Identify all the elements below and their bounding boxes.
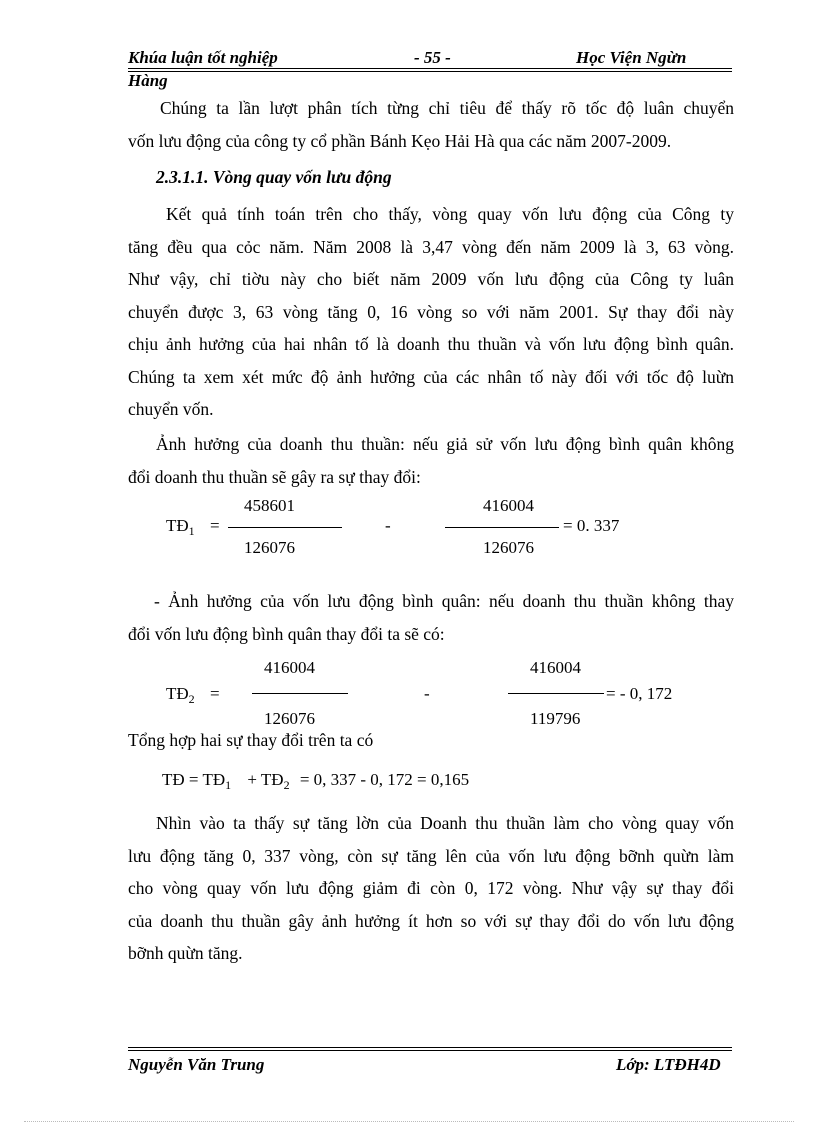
header-right-continued: Hàng: [128, 71, 168, 90]
formula-1-equals: =: [210, 516, 220, 535]
formula-1-result: = 0. 337: [563, 516, 620, 535]
paragraph-line: Nhìn vào ta thấy sự tăng lờn của Doanh thu thuần làm cho vòng quay vốn: [156, 813, 734, 833]
footer-left: Nguyễn Văn Trung: [128, 1055, 265, 1074]
page-number: - 55 -: [414, 48, 451, 67]
paragraph-line: tăng đều qua cỏc năm. Năm 2008 là 3,47 vòng đến năm 2009 là 3, 63 vòng.: [128, 236, 734, 257]
paragraph-line: chuyển được 3, 63 vòng tăng 0, 16 vòng so với năm 2001. Sự thay đổi này: [128, 301, 734, 322]
paragraph-line: bỡnh quừn tăng.: [128, 943, 243, 963]
paragraph-line: cho vòng quay vốn lưu động giảm đi còn 0, 172 vòng. Như vậy sự thay đổi: [128, 878, 734, 898]
formula-2-denominator-2: 119796: [530, 709, 581, 728]
paragraph-line: Ảnh hưởng của doanh thu thuần: nếu giả sử vốn lưu động bình quân không: [156, 434, 734, 454]
section-heading: 2.3.1.1. Vòng quay vốn lưu động: [156, 167, 392, 187]
formula-2-result: = - 0, 172: [606, 684, 673, 703]
formula-3: TĐ = $TĐ_1$ + $TĐ_2 = 0$, 337 - 0, 172 = 0,165: [162, 770, 470, 792]
formula-2-minus: -: [424, 684, 430, 703]
page-edge-divider: [24, 1121, 794, 1122]
paragraph-line: chịu ảnh hưởng của hai nhân tố là doanh thu thuần và vốn lưu động bình quân.: [128, 334, 734, 354]
formula-2-equals: =: [210, 684, 220, 703]
fraction-bar: [445, 527, 559, 528]
formula-2-label: $TĐ_2$: [166, 684, 195, 706]
paragraph-line: Như vậy, chỉ tiờu này cho biết năm 2009 vốn lưu động của Công ty luân: [128, 269, 734, 289]
paragraph-4: [128, 807, 734, 970]
header-rule-top: [128, 68, 732, 69]
formula-1-numerator-1: 458601: [244, 496, 295, 515]
formula-2-denominator-1: 126076: [264, 709, 315, 728]
footer-rule-top: [128, 1047, 732, 1048]
formula-1-numerator-2: 416004: [483, 496, 534, 515]
fraction-bar: [228, 527, 342, 528]
paragraph-line: Chúng ta xem xét mức độ ảnh hưởng của các nhân tố này đối với tốc độ luừn: [128, 366, 734, 387]
fraction-bar: [508, 693, 604, 694]
formula-2-numerator-2: 416004: [530, 658, 581, 677]
paragraph-line: - Ảnh hưởng của vốn lưu động bình quân: nếu doanh thu thuần không thay: [154, 591, 734, 611]
formula-1-minus: -: [385, 516, 391, 535]
paragraph-line: lưu động tăng 0, 337 vòng, còn sự tăng lên của vốn lưu động bỡnh quừn làm: [128, 845, 734, 866]
intro-paragraph: [128, 92, 734, 157]
summary-line: Tổng hợp hai sự thay đổi trên ta có: [128, 730, 374, 750]
formula-1-denominator-2: 126076: [483, 538, 534, 557]
intro-line: vốn lưu động của công ty cổ phần Bánh Kẹo Hải Hà qua các năm 2007-2009.: [128, 130, 672, 151]
header-right: Học Viện Ngừn: [576, 48, 687, 67]
fraction-bar: [252, 693, 348, 694]
paragraph-line: Kết quả tính toán trên cho thấy, vòng quay vốn lưu động của Công ty: [166, 204, 734, 224]
intro-line: Chúng ta lần lượt phân tích từng chỉ tiêu để thấy rõ tốc độ luân chuyển: [160, 98, 734, 118]
paragraph-line: đổi vốn lưu động bình quân thay đổi ta sẽ có:: [128, 623, 445, 644]
paragraph-line: đổi doanh thu thuần sẽ gây ra sự thay đổi:: [128, 466, 421, 487]
paragraph-line: của doanh thu thuần gây ảnh hưởng ít hơn so với sự thay đổi do vốn lưu động: [128, 910, 734, 931]
paragraph-1: [128, 198, 734, 426]
header-rule-bottom: [128, 71, 732, 72]
formula-1-denominator-1: 126076: [244, 538, 295, 557]
paragraph-3: [128, 585, 734, 650]
footer-rule-bottom: [128, 1050, 732, 1051]
formula-1-label: $TĐ_1$: [166, 516, 195, 538]
header-left: Khúa luận tốt nghiệp: [128, 48, 278, 67]
footer-right: Lớp: LTĐH4D: [616, 1055, 721, 1074]
paragraph-2: [128, 428, 734, 493]
formula-2-numerator-1: 416004: [264, 658, 315, 677]
paragraph-line: chuyển vốn.: [128, 399, 214, 419]
